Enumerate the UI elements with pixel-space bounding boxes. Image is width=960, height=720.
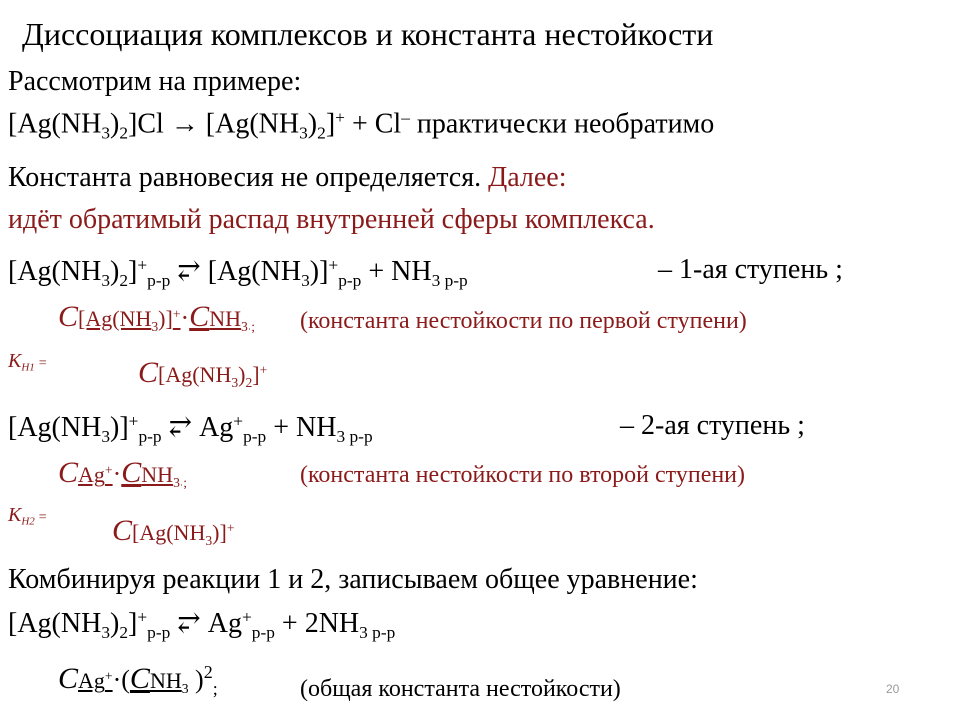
kn2-numerator: [58, 456, 187, 491]
formula-sub: 3: [205, 532, 213, 548]
kn-total-numerator: [58, 662, 218, 699]
kn1-note: (константа нестойкости по первой ступени): [300, 308, 747, 334]
eq-sub: 3: [101, 623, 110, 643]
eq-text: [Ag(NH: [8, 608, 102, 639]
intro-text: Рассмотрим на примере:: [8, 66, 302, 97]
eq-sub: 3: [301, 271, 310, 291]
kn2-note: (константа нестойкости по второй ступени): [300, 462, 746, 488]
eq-sub: 2: [119, 123, 129, 143]
concentration-symbol: C: [138, 356, 159, 389]
next-text: Далее:: [488, 162, 567, 193]
eq-sub: р-р: [338, 271, 362, 291]
eq-text: [Ag(NH: [8, 412, 102, 443]
eq-sub: 3: [101, 427, 110, 447]
equilibrium-arrow-icon: ⥂: [161, 412, 200, 443]
kn-total-note: (общая константа нестойкости): [300, 676, 621, 702]
kn2-symbol: [8, 504, 47, 527]
eq-text: Ag: [207, 608, 242, 639]
constant-line: [8, 162, 566, 194]
eq-text: ]: [325, 108, 336, 140]
formula-sub: ;: [212, 678, 218, 699]
constant-symbol: K: [8, 504, 22, 526]
eq-text: + Cl: [344, 108, 402, 140]
formula-sub: 2: [245, 374, 253, 390]
formula-text: Ag: [78, 668, 105, 693]
dot-operator: ·: [112, 459, 122, 488]
formula-text: ]: [252, 362, 260, 387]
concentration-symbol: C: [58, 662, 79, 695]
formula-text: )]: [212, 520, 227, 545]
concentration-symbol: C: [58, 456, 79, 489]
eq-sub: р-р: [251, 623, 275, 643]
equilibrium-arrow-icon: ⥂: [170, 608, 208, 639]
step2-equation: [8, 410, 373, 447]
eq-sup: +: [233, 411, 244, 431]
eq-sub: 3 р-р: [336, 427, 373, 447]
eq-sup: +: [328, 255, 339, 275]
formula-sub: 3 ;: [240, 318, 255, 334]
formula-sub: 3: [231, 374, 239, 390]
eq-text: Ag: [199, 412, 234, 443]
eq-sub: 3 р-р: [431, 271, 468, 291]
page-number: 20: [886, 682, 900, 696]
dot-operator: ·: [180, 303, 190, 332]
eq-text: ]: [128, 256, 138, 287]
equals-sign: =: [38, 510, 47, 525]
formula-sup: +: [104, 462, 113, 478]
formula-text: ): [188, 665, 204, 694]
eq-sup: +: [128, 411, 139, 431]
formula-text: ): [238, 362, 246, 387]
eq-text: [Ag(NH: [8, 256, 102, 287]
concentration-symbol: C: [58, 300, 79, 333]
eq-text: ]Cl: [128, 108, 171, 140]
eq-text: + NH: [266, 412, 337, 443]
eq-text: [Ag(NH: [8, 108, 102, 140]
equals-sign: =: [38, 356, 47, 371]
kn2-denominator: [112, 514, 235, 549]
combine-text: Комбинируя реакции 1 и 2, записываем общее уравнение:: [8, 564, 698, 595]
eq-sub: р-р: [138, 427, 162, 447]
formula-text: [Ag(NH: [132, 520, 206, 545]
eq-text: + 2NH: [274, 608, 360, 639]
constant-sub: H2: [21, 515, 35, 528]
step1-label: – 1-ая ступень ;: [658, 254, 843, 285]
formula-sup: +: [172, 306, 181, 322]
constant-sub: H1: [21, 361, 35, 374]
eq-sub: 2: [317, 123, 326, 143]
eq-sup: +: [241, 607, 252, 627]
eq-text: [Ag(NH: [198, 108, 300, 140]
equilibrium-arrow-icon: ⥂: [170, 256, 208, 287]
overall-equation: [8, 606, 395, 643]
formula-text: [Ag(NH: [158, 362, 232, 387]
formula-sub: 3: [181, 680, 189, 696]
step1-equation: [8, 254, 468, 291]
equation-first-dissociation: [8, 108, 714, 144]
formula-text: NH: [209, 306, 241, 331]
right-arrow-icon: →: [170, 108, 199, 140]
kn1-denominator: [138, 356, 267, 391]
constant-text: Константа равновесия не определяется.: [8, 162, 489, 193]
eq-sub: р-р: [147, 623, 171, 643]
reversible-text: идёт обратимый распад внутренней сферы комплекса.: [8, 204, 655, 235]
eq-sup: +: [335, 108, 345, 127]
eq-sub: 3: [101, 123, 110, 143]
formula-text: NH: [141, 462, 174, 487]
constant-symbol: K: [8, 350, 22, 372]
step2-label: – 2-ая ступень ;: [620, 410, 805, 441]
concentration-symbol: C: [189, 300, 210, 333]
eq-sup: –: [401, 108, 410, 127]
concentration-symbol: C: [129, 662, 150, 695]
formula-text: Ag: [78, 462, 105, 487]
formula-sub: 3: [151, 318, 159, 334]
eq-sub: 3 р-р: [359, 623, 396, 643]
formula-sup: +: [226, 520, 235, 536]
eq-text: ): [110, 108, 120, 140]
eq-text: ]: [128, 608, 138, 639]
eq-text: )]: [110, 412, 129, 443]
eq-sup: +: [137, 255, 148, 275]
eq-text: практически необратимо: [409, 108, 715, 140]
eq-text: ): [307, 108, 318, 140]
eq-sub: 3: [101, 271, 110, 291]
dot-operator: ·(: [112, 665, 130, 694]
eq-sub: р-р: [147, 271, 171, 291]
formula-sub: 3 ;: [173, 474, 188, 490]
eq-sub: 2: [119, 271, 129, 291]
slide-title: Диссоциация комплексов и константа нестойкости: [22, 16, 714, 52]
formula-sup: +: [259, 362, 268, 378]
eq-sub: р-р: [243, 427, 267, 447]
eq-sub: 3: [299, 123, 308, 143]
formula-sup: 2: [203, 662, 213, 683]
formula-sup: +: [104, 668, 113, 684]
formula-text: )]: [158, 306, 173, 331]
eq-text: ): [110, 256, 120, 287]
concentration-symbol: C: [112, 514, 133, 547]
eq-text: ): [110, 608, 120, 639]
eq-text: )]: [309, 256, 329, 287]
kn1-numerator: [58, 300, 255, 335]
eq-text: + NH: [361, 256, 432, 287]
formula-text: NH: [149, 668, 182, 693]
eq-sub: 2: [119, 623, 129, 643]
eq-text: [Ag(NH: [207, 256, 302, 287]
concentration-symbol: C: [121, 456, 142, 489]
eq-sup: +: [137, 607, 148, 627]
kn1-symbol: [8, 350, 47, 373]
formula-text: [Ag(NH: [78, 306, 152, 331]
